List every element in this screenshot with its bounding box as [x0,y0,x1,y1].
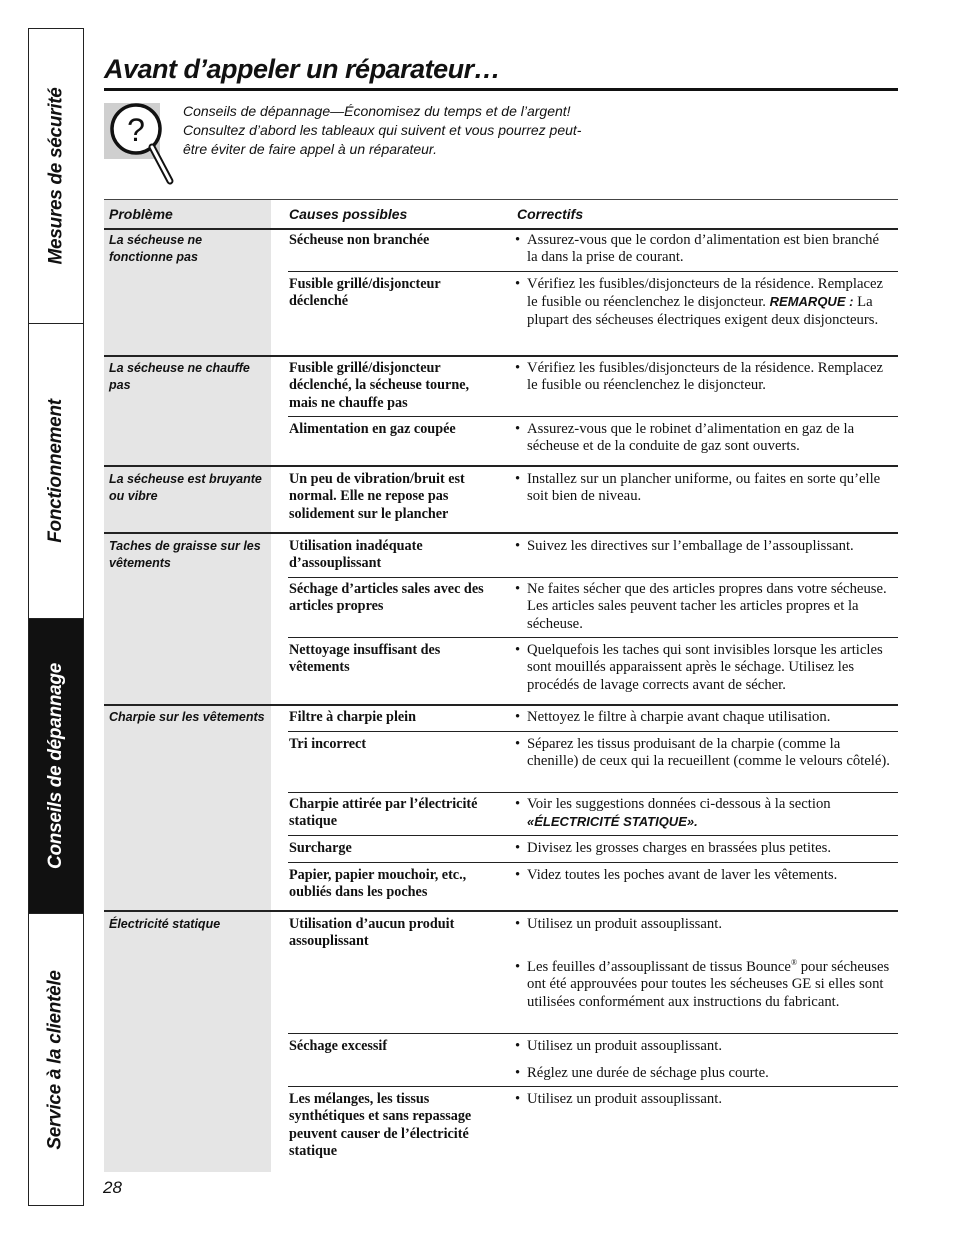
tab-conseils-de-depannage[interactable]: Conseils de dépannage [29,619,83,914]
fix-text [515,959,891,1011]
row-rule [288,862,898,863]
fix-text-main: Vérifiez les fusibles/disjoncteurs de la résidence. Remplacez le fusible ou réenclenchez le disjoncteur. [527,276,884,311]
fix-text: • Vérifiez les fusibles/disjoncteurs de la résidence. Remplacez le fusible ou réenclenchez le disjoncteur. [515,360,891,395]
cause-text: Les mélanges, les tissus synthétiques et sans repassage peuvent causer de l’électricité statique [289,1091,472,1159]
note-label: REMARQUE : [769,294,854,310]
tab-mesures-de-securite[interactable]: Mesures de sécurité [29,29,83,324]
fix-text: • Réglez une durée de séchage plus courte. [515,1065,891,1082]
fix-text: • Installez sur un plancher uniforme, ou faites en sorte qu’elle soit bien de niveau. [515,471,891,506]
problem-label: La sécheuse ne fonctionne pas [109,233,203,264]
cause-text: Surcharge [289,840,352,856]
row-rule [288,416,898,417]
problem-label: Électricité statique [109,917,221,931]
question-magnifier-icon [104,101,184,191]
fix-text: • Séparez les tissus produisant de la charpie (comme la chenille) de ceux qui la recueillent (comme le velours côtelé). [515,736,891,771]
fix-text: • Ne faites sécher que des articles propres dans votre sécheuse. Les articles sales peuvent tacher les articles propres et la sécheuse. [515,581,891,633]
problem-label: La sécheuse est bruyante ou vibre [109,472,262,503]
cause-text: Tri incorrect [289,736,367,752]
problem-column-bg [104,199,271,1172]
page-title: Avant d’appeler un réparateur… [104,54,501,84]
fix-text: • Videz toutes les poches avant de laver les vêtements. [515,867,891,884]
cause-text: Séchage d’articles sales avec des articles propres [289,581,484,615]
header-fixes: Correctifs [517,205,584,222]
cause-text: Fusible grillé/disjoncteur déclenché, la sécheuse tourne, mais ne chauffe pas [289,360,470,411]
title-rule [104,88,898,91]
fix-text-main: Les feuilles d’assouplissant de tissus Bounce [527,959,791,975]
cause-text: Nettoyage insuffisant des vêtements [289,642,441,676]
cause-text: Fusible grillé/disjoncteur déclenché [289,276,441,310]
note-text: La plupart des sécheuses électriques exigent deux disjoncteurs. [527,294,879,328]
row-rule [288,271,898,272]
fix-text: • Utilisez un produit assouplissant. [515,1091,891,1108]
cause-text: Utilisation d’aucun produit assouplissant [289,916,455,950]
fix-text: • Utilisez un produit assouplissant. [515,1038,891,1055]
row-rule [288,835,898,836]
group-rule [104,910,898,912]
header-problem: Problème [109,205,173,222]
row-rule [288,1033,898,1034]
problem-label: La sécheuse ne chauffe pas [109,361,250,392]
group-rule [104,532,898,534]
row-rule [288,731,898,732]
troubleshooting-table [104,199,898,1172]
group-rule [104,355,898,357]
group-rule [104,704,898,706]
fix-text: • Nettoyez le filtre à charpie avant chaque utilisation. [515,709,891,726]
tab-service-a-la-clientele[interactable]: Service à la clientèle [45,969,66,1150]
fix-text: • Quelquefois les taches qui sont invisibles lorsque les articles sont mouillés apparaissent après le séchage. Utilisez les procédés de lavage corrects avant de sécher. [515,642,891,694]
section-reference: «ÉLECTRICITÉ STATIQUE». [527,814,698,830]
side-tabs [28,28,84,1206]
page-number: 28 [103,1178,122,1197]
cause-text: Alimentation en gaz coupée [289,421,456,437]
cause-text: Filtre à charpie plein [289,709,417,725]
cause-text: Sécheuse non branchée [289,232,430,248]
fix-text-main: Voir les suggestions données ci-dessous à la section [527,796,831,812]
tab-fonctionnement[interactable]: Fonctionnement [29,324,83,619]
cause-text: Un peu de vibration/bruit est normal. Elle ne repose pas solidement sur le plancher [289,471,465,522]
table-top-rule [104,199,898,200]
fix-text-cont: pour sécheuses ont été approuvées pour toutes les sécheuses GE si elles sont utilisées conformément aux instructions du fabricant. [527,959,890,1010]
fix-text: • Divisez les grosses charges en brassées plus petites. [515,840,891,857]
row-rule [288,1086,898,1087]
svg-text:?: ? [127,112,145,148]
fix-text: • Utilisez un produit assouplissant. [515,916,891,933]
fix-text: • Assurez-vous que le cordon d’alimentation est bien branché la dans la prise de courant. [515,232,891,267]
fix-text: • Assurez-vous que le robinet d’alimentation en gaz de la sécheuse et de la conduite de gaz sont ouverts. [515,421,891,456]
registered-mark: ® [790,958,798,968]
cause-text: Séchage excessif [289,1038,388,1054]
cause-text: Papier, papier mouchoir, etc., oubliés dans les poches [289,867,467,901]
row-rule [288,792,898,793]
row-rule [288,577,898,578]
header-rule [104,228,898,230]
cause-text: Utilisation inadéquate d’assouplissant [289,538,423,572]
fix-text: • Suivez les directives sur l’emballage de l’assouplissant. [515,538,891,555]
cause-text: Charpie attirée par l’électricité statique [289,796,478,830]
fix-text [515,276,891,329]
problem-label: Taches de graisse sur les vêtements [109,539,261,570]
fix-text [515,796,891,832]
intro-text: Conseils de dépannage—Économisez du temps et de l’argent! Consultez d’abord les tableaux qui suivent et vous pourrez peut-être éviter de faire appel à un réparateur. [183,103,582,157]
header-causes: Causes possibles [289,205,408,222]
row-rule [288,637,898,638]
problem-label: Charpie sur les vêtements [109,710,265,724]
group-rule [104,465,898,467]
